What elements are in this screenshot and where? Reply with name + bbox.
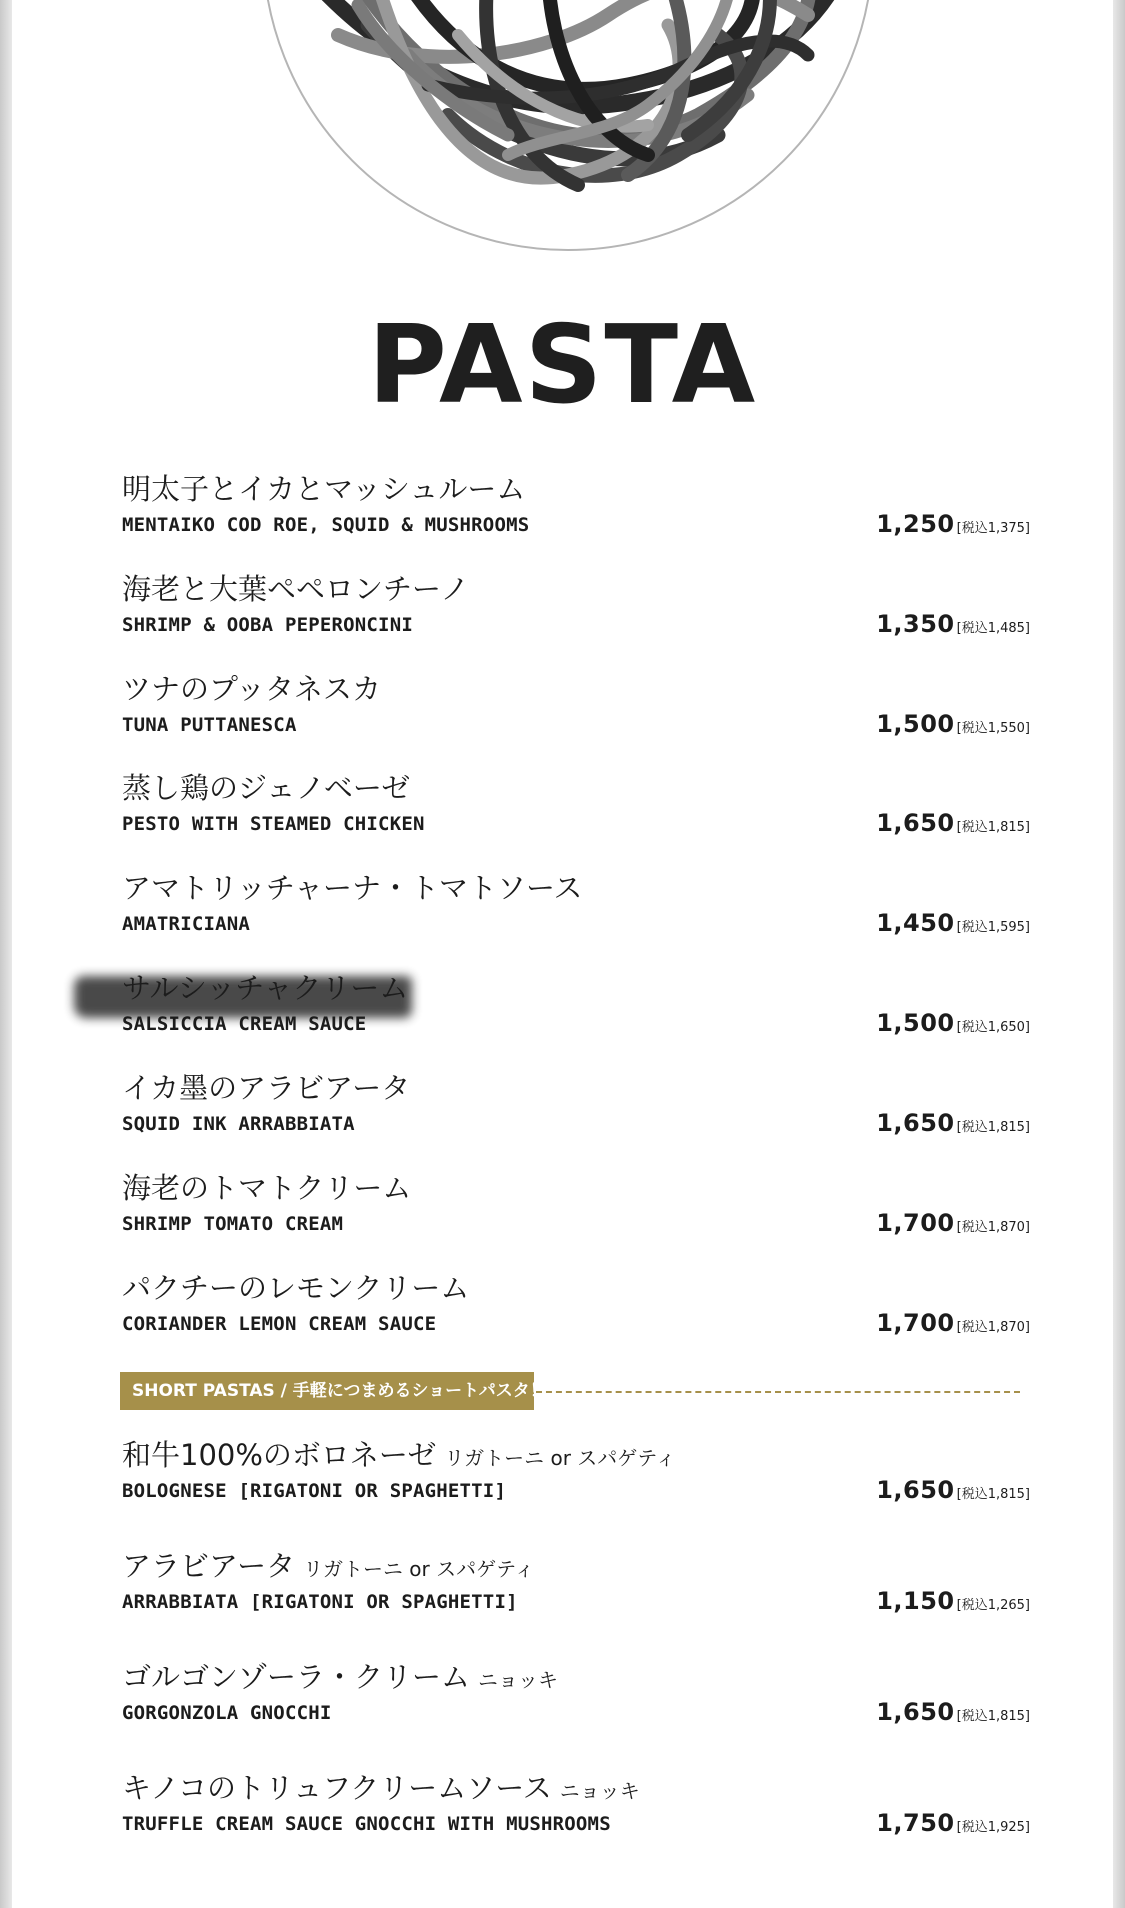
menu-item [110, 1771, 1030, 1861]
price-value: 1,500 [876, 1009, 955, 1037]
item-name-jp [122, 672, 389, 707]
item-price [876, 1809, 1030, 1837]
item-name-jp [122, 1660, 558, 1695]
menu-item [110, 1071, 1030, 1161]
price-value: 1,700 [876, 1209, 955, 1237]
price-tax-included: [税込1,870] [956, 1220, 1030, 1235]
item-name-jp [122, 1771, 640, 1806]
menu-item [110, 771, 1030, 861]
item-name-jp-sub: ニョッキ [559, 1779, 640, 1803]
item-name-en: AMATRICIANA [122, 913, 251, 935]
price-value: 1,700 [876, 1309, 955, 1337]
menu-item [110, 1660, 1030, 1750]
price-value: 1,650 [876, 1476, 955, 1504]
price-tax-included: [税込1,265] [956, 1598, 1030, 1613]
item-name-jp [122, 572, 477, 607]
item-name-jp [122, 1071, 418, 1106]
item-name-jp [122, 1549, 535, 1584]
item-name-jp [122, 971, 416, 1006]
price-tax-included: [税込1,815] [956, 1709, 1030, 1724]
menu-page [12, 0, 1113, 1908]
item-name-en: PESTO WITH STEAMED CHICKEN [122, 813, 425, 835]
item-name-jp [122, 472, 533, 507]
short-pastas-banner: SHORT PASTAS / 手軽につまめるショートパスタ！ [120, 1372, 534, 1410]
item-name-jp-main: 明太子とイカとマッシュルーム [122, 472, 526, 506]
item-name-en: SHRIMP TOMATO CREAM [122, 1213, 344, 1235]
price-tax-included: [税込1,815] [956, 820, 1030, 835]
item-price [876, 809, 1030, 837]
item-price [876, 710, 1030, 738]
price-value: 1,150 [876, 1587, 955, 1615]
item-name-jp [122, 771, 418, 806]
item-name-jp-main: 海老と大葉ペペロンチーノ [122, 572, 470, 606]
item-name-jp-main: アマトリッチャーナ・トマトソース [122, 871, 583, 905]
price-tax-included: [税込1,595] [956, 920, 1030, 935]
item-name-en: SQUID INK ARRABBIATA [122, 1113, 355, 1135]
price-tax-included: [税込1,375] [956, 521, 1030, 536]
price-value: 1,350 [876, 610, 955, 638]
item-name-en: ARRABBIATA [RIGATONI OR SPAGHETTI] [122, 1591, 518, 1613]
price-tax-included: [税込1,925] [956, 1820, 1030, 1835]
menu-item [110, 871, 1030, 961]
item-name-en: SHRIMP & OOBA PEPERONCINI [122, 614, 413, 636]
menu-item [110, 1171, 1030, 1261]
price-value: 1,650 [876, 1109, 955, 1137]
page-edge-left [0, 0, 12, 1908]
price-value: 1,250 [876, 510, 955, 538]
item-name-en: MENTAIKO COD ROE, SQUID & MUSHROOMS [122, 514, 530, 536]
item-name-jp-main: パクチーのレモンクリーム [122, 1271, 470, 1305]
price-tax-included: [税込1,815] [956, 1487, 1030, 1502]
item-name-en: CORIANDER LEMON CREAM SAUCE [122, 1313, 437, 1335]
item-name-en: BOLOGNESE [RIGATONI OR SPAGHETTI] [122, 1480, 507, 1502]
item-name-en: GORGONZOLA GNOCCHI [122, 1702, 332, 1724]
menu-item [110, 1438, 1030, 1528]
item-name-en: TUNA PUTTANESCA [122, 714, 297, 736]
item-price [876, 1309, 1030, 1337]
item-name-jp-sub: リガトーニ or スパゲティ [444, 1446, 676, 1470]
item-name-jp [122, 1438, 676, 1473]
pasta-plate-illustration [248, 0, 888, 255]
item-price [876, 1209, 1030, 1237]
price-value: 1,750 [876, 1809, 955, 1837]
item-price [876, 1109, 1030, 1137]
item-name-jp-main: ツナのプッタネスカ [122, 672, 381, 706]
menu-item [110, 1271, 1030, 1361]
item-price [876, 510, 1030, 538]
price-value: 1,450 [876, 909, 955, 937]
item-name-jp [122, 871, 591, 906]
page-edge-right [1113, 0, 1125, 1908]
price-value: 1,500 [876, 710, 955, 738]
item-name-en: SALSICCIA CREAM SAUCE [122, 1013, 367, 1035]
item-price [876, 1009, 1030, 1037]
item-price [876, 1698, 1030, 1726]
price-tax-included: [税込1,650] [956, 1020, 1030, 1035]
price-value: 1,650 [876, 1698, 955, 1726]
item-name-jp-main: キノコのトリュフクリームソース [122, 1771, 552, 1805]
item-price [876, 1476, 1030, 1504]
price-value: 1,650 [876, 809, 955, 837]
item-name-en: TRUFFLE CREAM SAUCE GNOCCHI WITH MUSHROOMS [122, 1813, 611, 1835]
item-name-jp-main: イカ墨のアラビアータ [122, 1071, 411, 1105]
menu-item [110, 672, 1030, 762]
item-price [876, 610, 1030, 638]
dashed-divider-line [536, 1391, 1020, 1393]
item-name-jp-sub: リガトーニ or スパゲティ [303, 1557, 535, 1581]
menu-item [110, 572, 1030, 662]
item-name-jp-main: サルシッチャクリーム [122, 971, 409, 1005]
short-pastas-divider [120, 1372, 1020, 1412]
item-name-jp-sub: ニョッキ [478, 1668, 559, 1692]
item-name-jp-main: 海老のトマトクリーム [122, 1171, 412, 1205]
menu-item [110, 472, 1030, 562]
menu-item [110, 971, 1030, 1061]
price-tax-included: [税込1,815] [956, 1120, 1030, 1135]
menu-item [110, 1549, 1030, 1639]
page-title: PASTA [367, 303, 758, 428]
item-name-jp-main: 和牛100%のボロネーゼ [122, 1438, 437, 1472]
item-price [876, 1587, 1030, 1615]
item-name-jp [122, 1271, 477, 1306]
price-tax-included: [税込1,870] [956, 1320, 1030, 1335]
item-name-jp-main: ゴルゴンゾーラ・クリーム [122, 1660, 471, 1694]
item-name-jp [122, 1171, 419, 1206]
item-name-jp-main: アラビアータ [122, 1549, 296, 1583]
pasta-plate-icon [248, 0, 888, 255]
price-tax-included: [税込1,485] [956, 621, 1030, 636]
item-name-jp-main: 蒸し鶏のジェノベーゼ [122, 771, 411, 805]
price-tax-included: [税込1,550] [956, 721, 1030, 736]
item-price [876, 909, 1030, 937]
